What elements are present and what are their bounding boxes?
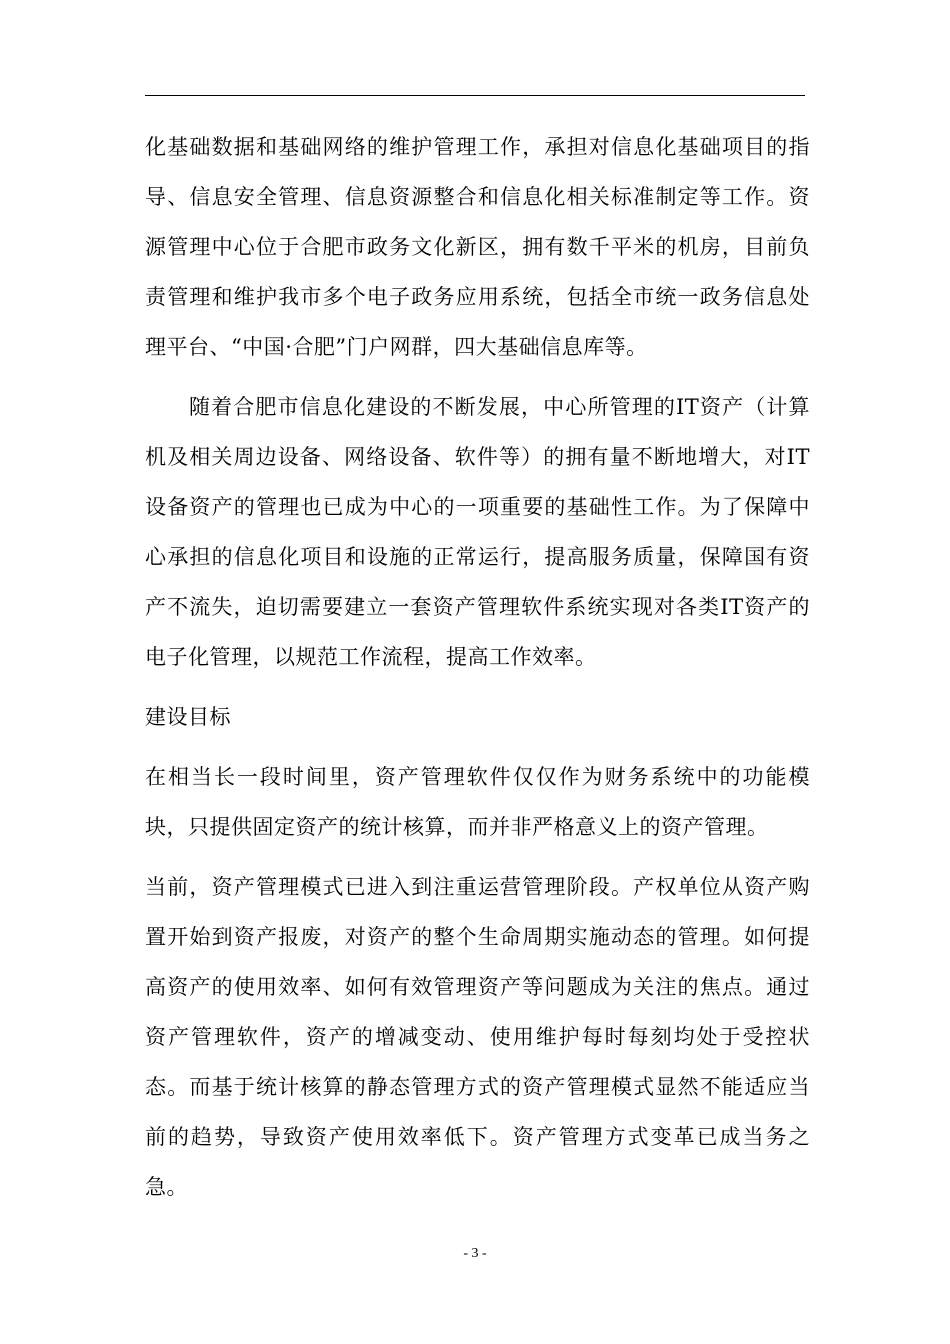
paragraph-it-assets: 随着合肥市信息化建设的不断发展，中心所管理的IT资产（计算机及相关周边设备、网络设备、软件等）的拥有量不断地增大，对IT设备资产的管理也已成为中心的一项重要的基础性工作。为了保障中心承担的信息化项目和设施的正常运行，提高服务质量，保障国有资产不流失，迫切需要建立一套资产管理软件系统实现对各类IT资产的电子化管理，以规范工作流程，提高工作效率。: [145, 395, 810, 669]
paragraph-history: 在相当长一段时间里，资产管理软件仅仅作为财务系统中的功能模块，只提供固定资产的统计核算，而并非严格意义上的资产管理。: [145, 765, 810, 839]
header-rule: [145, 95, 805, 96]
paragraph-resource-center: 化基础数据和基础网络的维护管理工作，承担对信息化基础项目的指导、信息安全管理、信息资源整合和信息化相关标准制定等工作。资源管理中心位于合肥市政务文化新区，拥有数千平米的机房，目前负责管理和维护我市多个电子政务应用系统，包括全市统一政务信息处理平台、“中国·合肥”门户网群，四大基础信息库等。: [145, 135, 810, 359]
section-heading-goals: 建设目标: [145, 705, 231, 729]
document-body: [145, 122, 810, 1212]
page-number: - 3 -: [463, 1246, 487, 1261]
paragraph-current-mode: 当前，资产管理模式已进入到注重运营管理阶段。产权单位从资产购置开始到资产报废，对资产的整个生命周期实施动态的管理。如何提高资产的使用效率、如何有效管理资产等问题成为关注的焦点。通过资产管理软件，资产的增减变动、使用维护每时每刻均处于受控状态。而基于统计核算的静态管理方式的资产管理模式显然不能适应当前的趋势，导致资产使用效率低下。资产管理方式变革已成当务之急。: [145, 875, 810, 1199]
